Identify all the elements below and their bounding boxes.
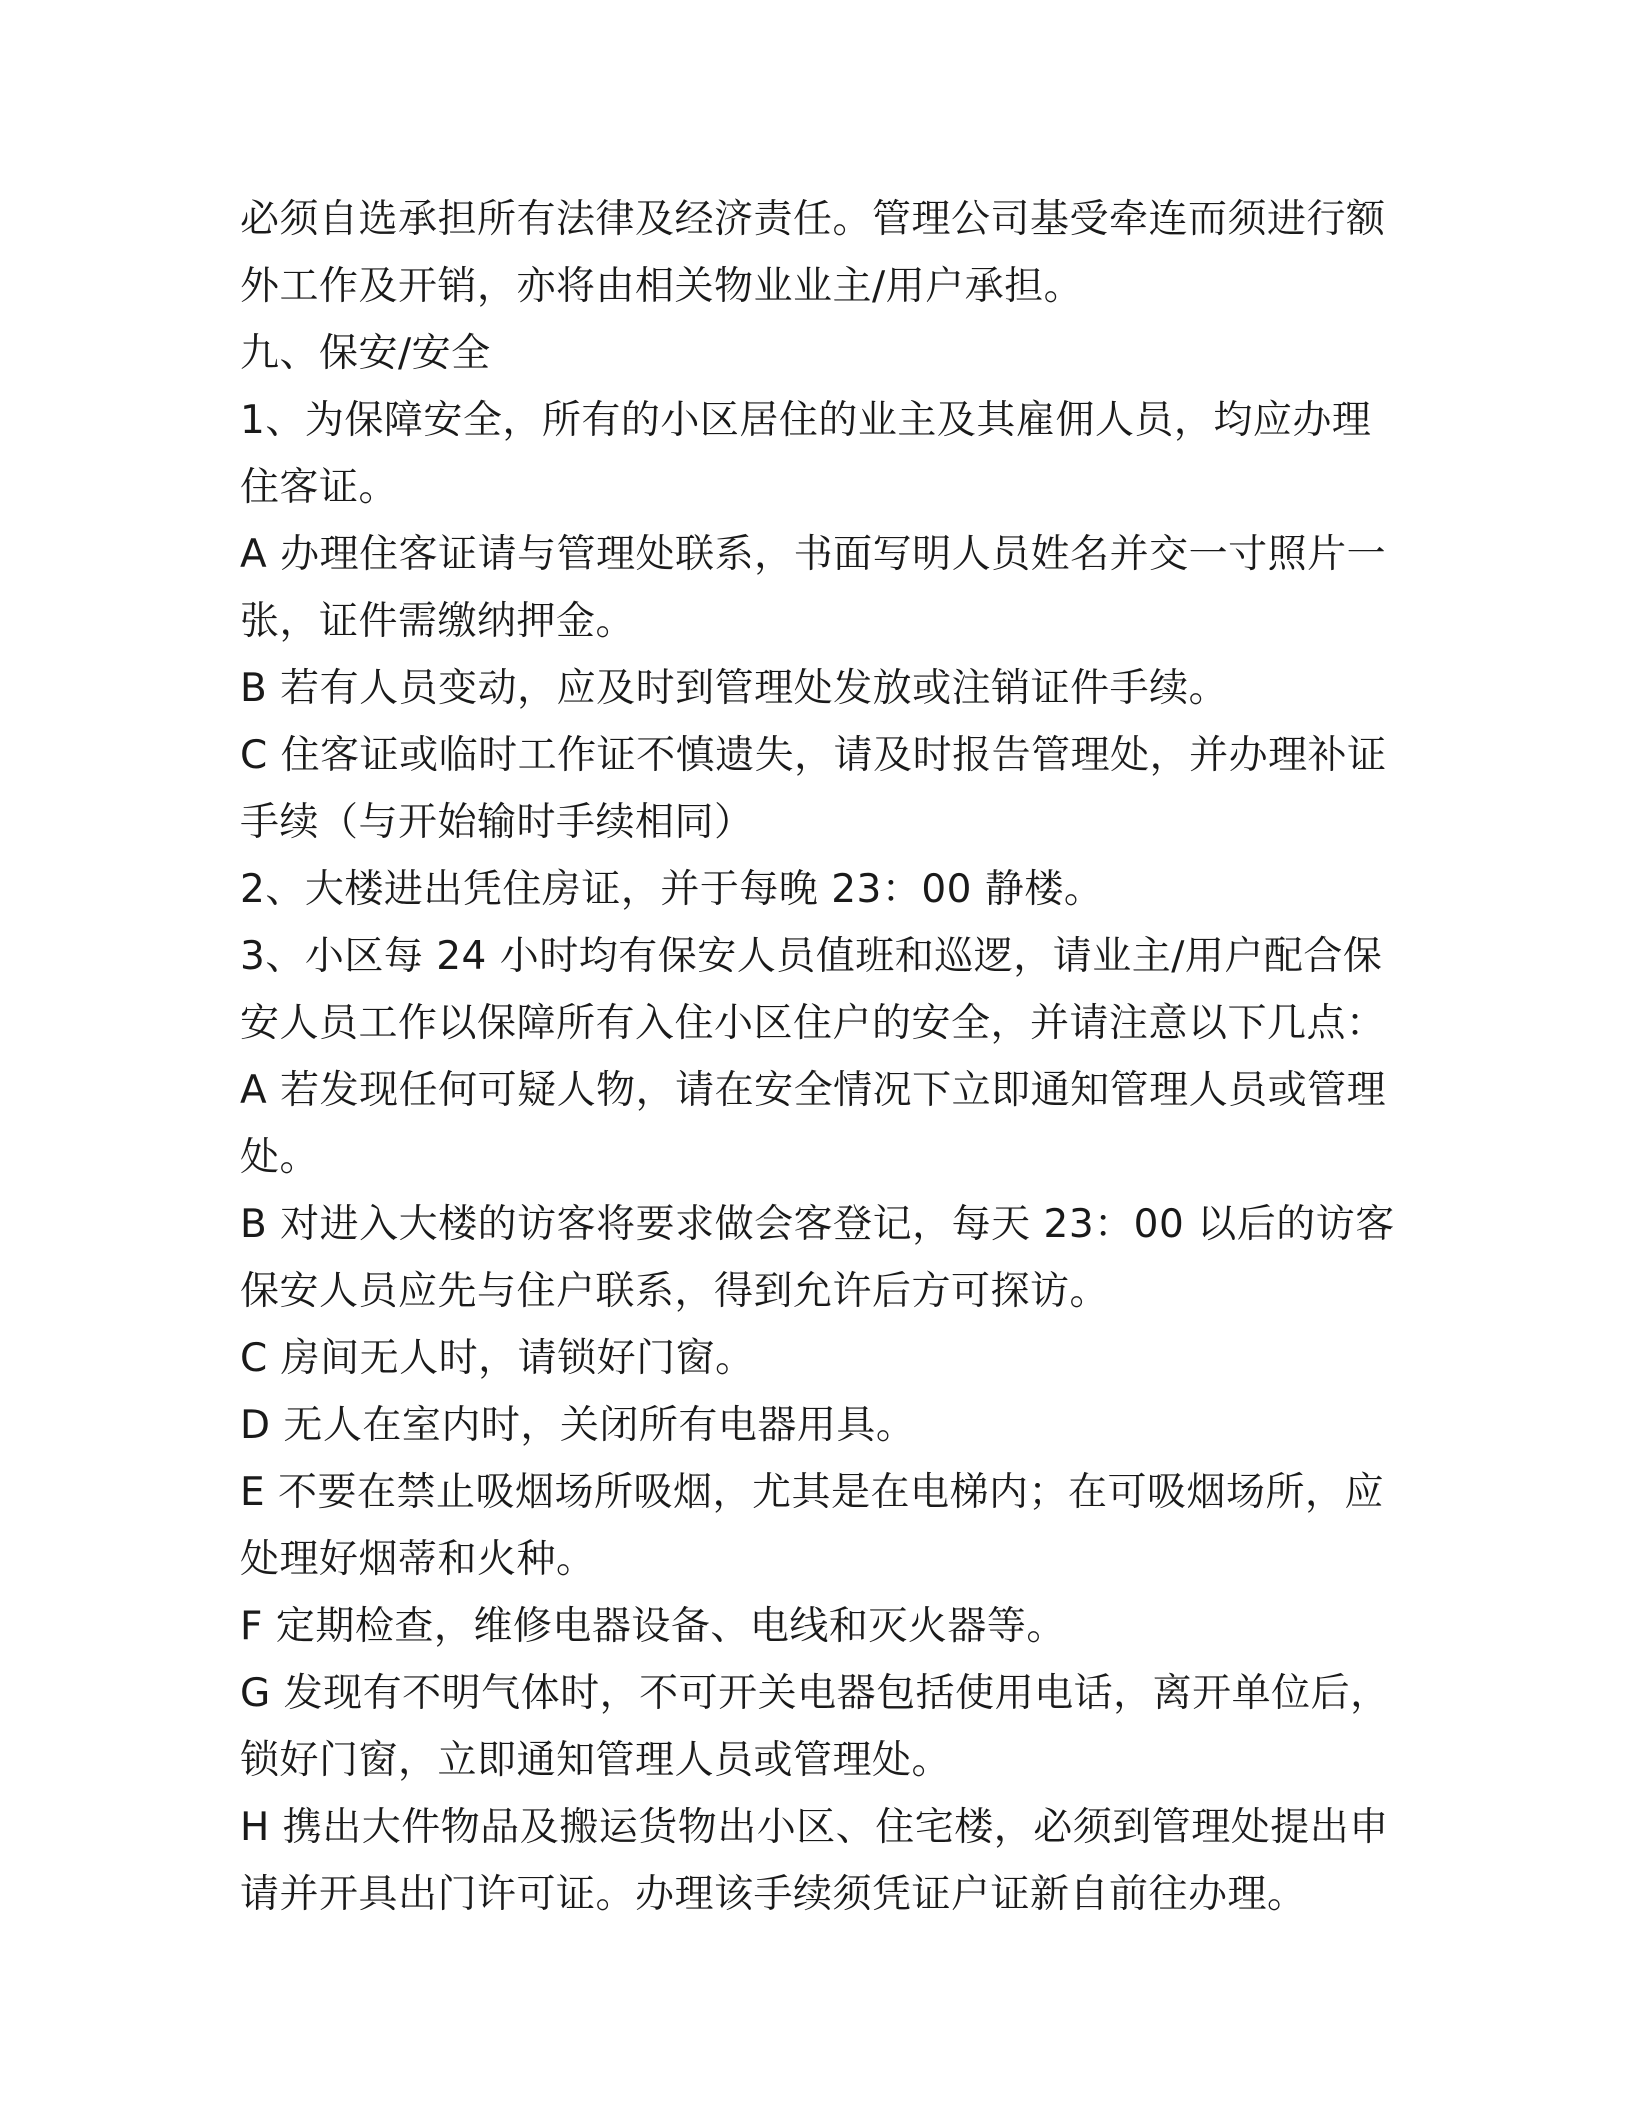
paragraph-item-1b: B 若有人员变动，应及时到管理处发放或注销证件手续。: [240, 666, 1229, 711]
paragraph-item-3a: A 若发现任何可疑人物，请在安全情况下立即通知管理人员或管理处。: [240, 1068, 1387, 1180]
paragraph-continuation: 必须自选承担所有法律及经济责任。管理公司基受牵连而须进行额外工作及开销，亦将由相关物业业主/用户承担。: [240, 197, 1386, 309]
paragraph-item-1c: C 住客证或临时工作证不慎遗失，请及时报告管理处，并办理补证手续（与开始输时手续相同）: [240, 733, 1387, 845]
paragraph-item-3g: G 发现有不明气体时，不可开关电器包括使用电话，离开单位后，锁好门窗，立即通知管理人员或管理处。: [240, 1671, 1390, 1783]
paragraph-item-3f: F 定期检查，维修电器设备、电线和灭火器等。: [240, 1604, 1066, 1649]
paragraph-item-3b: B 对进入大楼的访客将要求做会客登记，每天 23：00 以后的访客保安人员应先与住户联系，得到允许后方可探访。: [240, 1202, 1395, 1314]
paragraph-item-1: 1、为保障安全，所有的小区居住的业主及其雇佣人员，均应办理住客证。: [240, 398, 1372, 510]
paragraph-item-3d: D 无人在室内时，关闭所有电器用具。: [240, 1403, 916, 1448]
paragraph-item-3c: C 房间无人时，请锁好门窗。: [240, 1336, 755, 1381]
paragraph-item-2: 2、大楼进出凭住房证，并于每晚 23：00 静楼。: [240, 867, 1104, 912]
section-heading-security: 九、保安/安全: [240, 331, 491, 376]
paragraph-item-1a: A 办理住客证请与管理处联系，书面写明人员姓名并交一寸照片一张，证件需缴纳押金。: [240, 532, 1387, 644]
document-body: [240, 186, 1400, 1928]
paragraph-item-3h: H 携出大件物品及搬运货物出小区、住宅楼，必须到管理处提出申请并开具出门许可证。办理该手续须凭证户证新自前往办理。: [240, 1805, 1389, 1917]
paragraph-item-3e: E 不要在禁止吸烟场所吸烟，尤其是在电梯内；在可吸烟场所，应处理好烟蒂和火种。: [240, 1470, 1385, 1582]
paragraph-item-3: 3、小区每 24 小时均有保安人员值班和巡逻，请业主/用户配合保安人员工作以保障所有入住小区住户的安全，并请注意以下几点：: [240, 934, 1386, 1046]
